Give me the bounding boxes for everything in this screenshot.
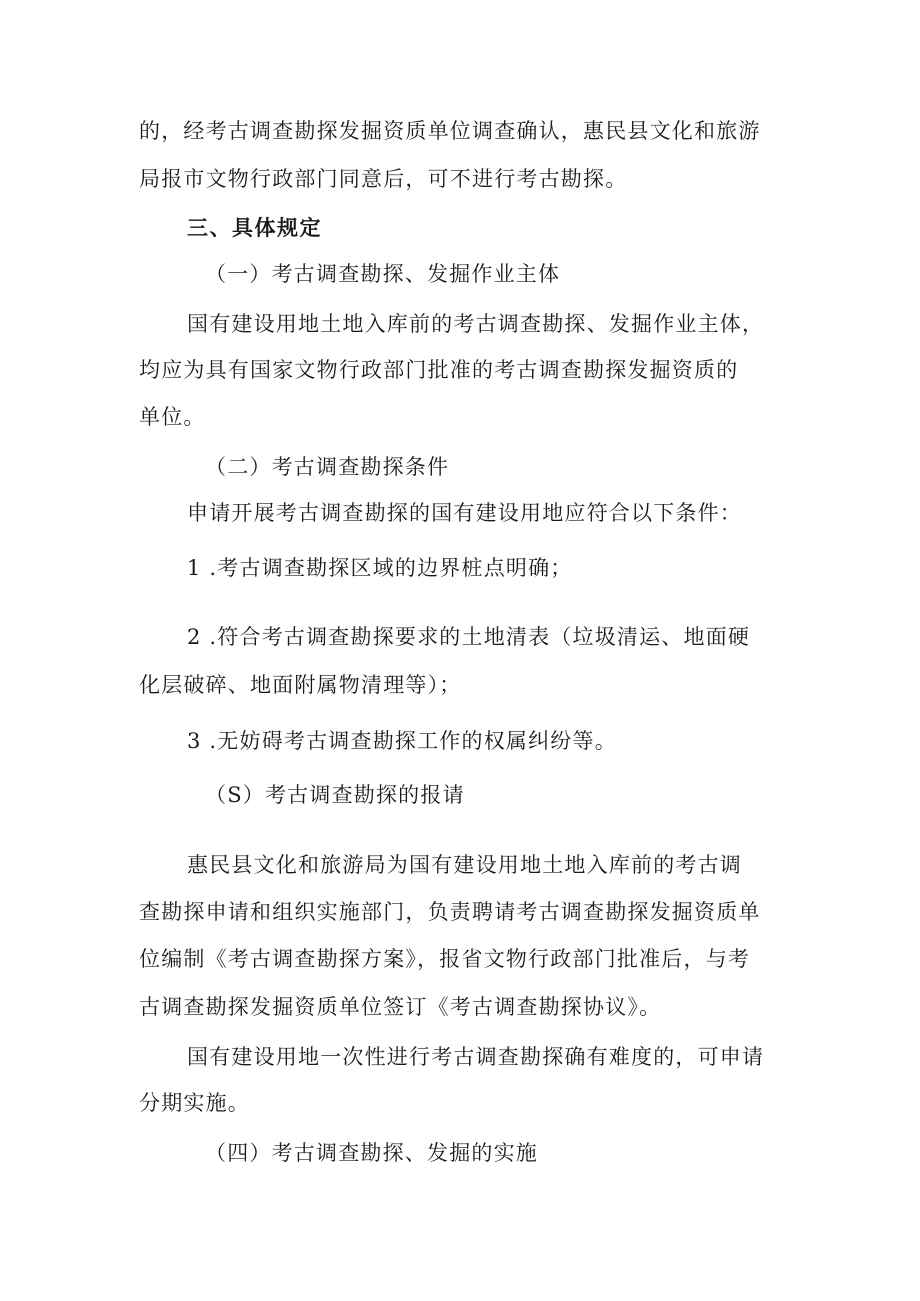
paragraph-line: 申请开展考古调查勘探的国有建设用地应符合以下条件： [187, 501, 742, 525]
list-item: 1 .考古调查勘探区域的边界桩点明确； [187, 556, 573, 580]
paragraph-line: 古调查勘探发掘资质单位签订《考古调查勘探协议》。 [139, 995, 662, 1019]
list-item: 3 .无妨碍考古调查勘探工作的权属纠纷等。 [187, 729, 617, 753]
paragraph-line: 位编制《考古调查勘探方案》，报省文物行政部门批准后，与考 [139, 947, 751, 971]
paragraph-line: 化层破碎、地面附属物清理等）； [139, 673, 462, 697]
paragraph-line: 均应为具有国家文物行政部门批准的考古调查勘探发掘资质的 [139, 358, 739, 382]
paragraph-line: 国有建设用地土地入库前的考古调查勘探、发掘作业主体， [187, 312, 765, 336]
section-heading: 三、具体规定 [187, 216, 322, 240]
paragraph-line: 查勘探申请和组织实施部门，负责聘请考古调查勘探发掘资质单 [139, 900, 761, 924]
paragraph-line: 国有建设用地一次性进行考古调查勘探确有难度的，可申请 [187, 1045, 765, 1069]
paragraph-line: 的，经考古调查勘探发掘资质单位调查确认，惠民县文化和旅游 [139, 119, 761, 143]
paragraph-line: 分期实施。 [139, 1091, 250, 1115]
subsection-heading: （一）考古调查勘探、发掘作业主体 [205, 262, 561, 286]
paragraph-line: 惠民县文化和旅游局为国有建设用地土地入库前的考古调 [187, 853, 742, 877]
subsection-heading: （四）考古调查勘探、发掘的实施 [205, 1141, 538, 1165]
subsection-heading: （二）考古调查勘探条件 [205, 455, 450, 479]
subsection-heading: （S）考古调查勘探的报请 [205, 783, 465, 807]
paragraph-line: 单位。 [139, 405, 206, 429]
paragraph-line: 局报市文物行政部门同意后，可不进行考古勘探。 [139, 167, 628, 191]
list-item: 2 .符合考古调查勘探要求的土地清表（垃圾清运、地面硬 [187, 625, 751, 649]
